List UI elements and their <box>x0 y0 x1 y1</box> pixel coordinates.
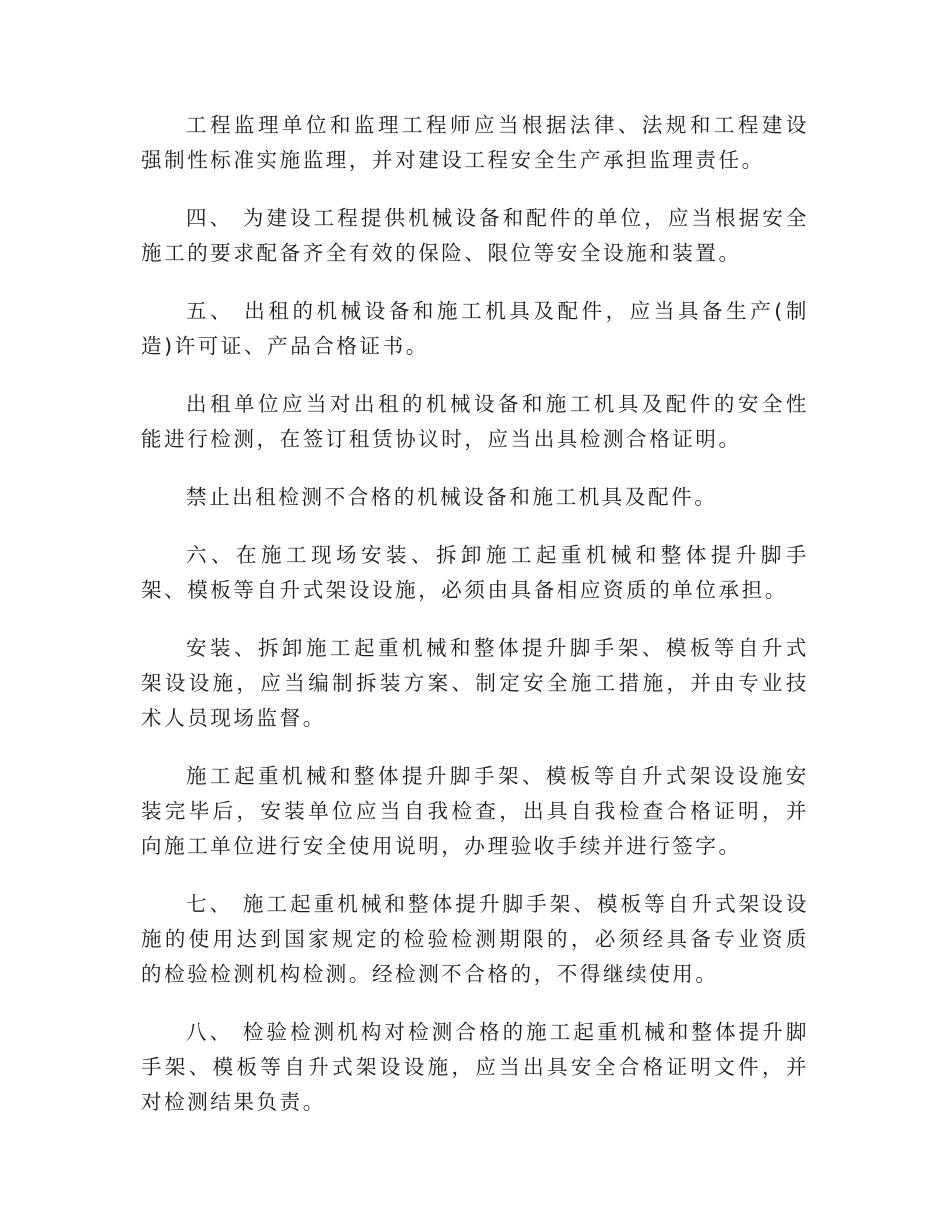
document-body <box>141 108 809 1143</box>
paragraph: 七、 施工起重机械和整体提升脚手架、模板等自升式架设设施的使用达到国家规定的检验检测期限的，必须经具备专业资质的检验检测机构检测。经检测不合格的，不得继续使用。 <box>141 892 809 986</box>
paragraph: 施工起重机械和整体提升脚手架、模板等自升式架设设施安装完毕后，安装单位应当自我检查，出具自我检查合格证明，并向施工单位进行安全使用说明，办理验收手续并进行签字。 <box>141 764 809 858</box>
paragraph: 安装、拆卸施工起重机械和整体提升脚手架、模板等自升式架设设施，应当编制拆装方案、制定安全施工措施，并由专业技术人员现场监督。 <box>141 636 809 730</box>
paragraph: 工程监理单位和监理工程师应当根据法律、法规和工程建设强制性标准实施监理，并对建设工程安全生产承担监理责任。 <box>141 113 809 172</box>
paragraph: 禁止出租检测不合格的机械设备和施工机具及配件。 <box>186 485 718 509</box>
paragraph: 出租单位应当对出租的机械设备和施工机具及配件的安全性能进行检测，在签订租赁协议时，应当出具检测合格证明。 <box>141 392 809 451</box>
paragraph: 八、 检验检测机构对检测合格的施工起重机械和整体提升脚手架、模板等自升式架设设施，应当出具安全合格证明文件，并对检测结果负责。 <box>141 1020 809 1114</box>
paragraph: 四、 为建设工程提供机械设备和配件的单位，应当根据安全施工的要求配备齐全有效的保险、限位等安全设施和装置。 <box>141 206 809 265</box>
paragraph: 五、 出租的机械设备和施工机具及配件，应当具备生产(制造)许可证、产品合格证书。 <box>141 299 809 358</box>
paragraph: 六、在施工现场安装、拆卸施工起重机械和整体提升脚手架、模板等自升式架设设施，必须由具备相应资质的单位承担。 <box>141 543 809 602</box>
